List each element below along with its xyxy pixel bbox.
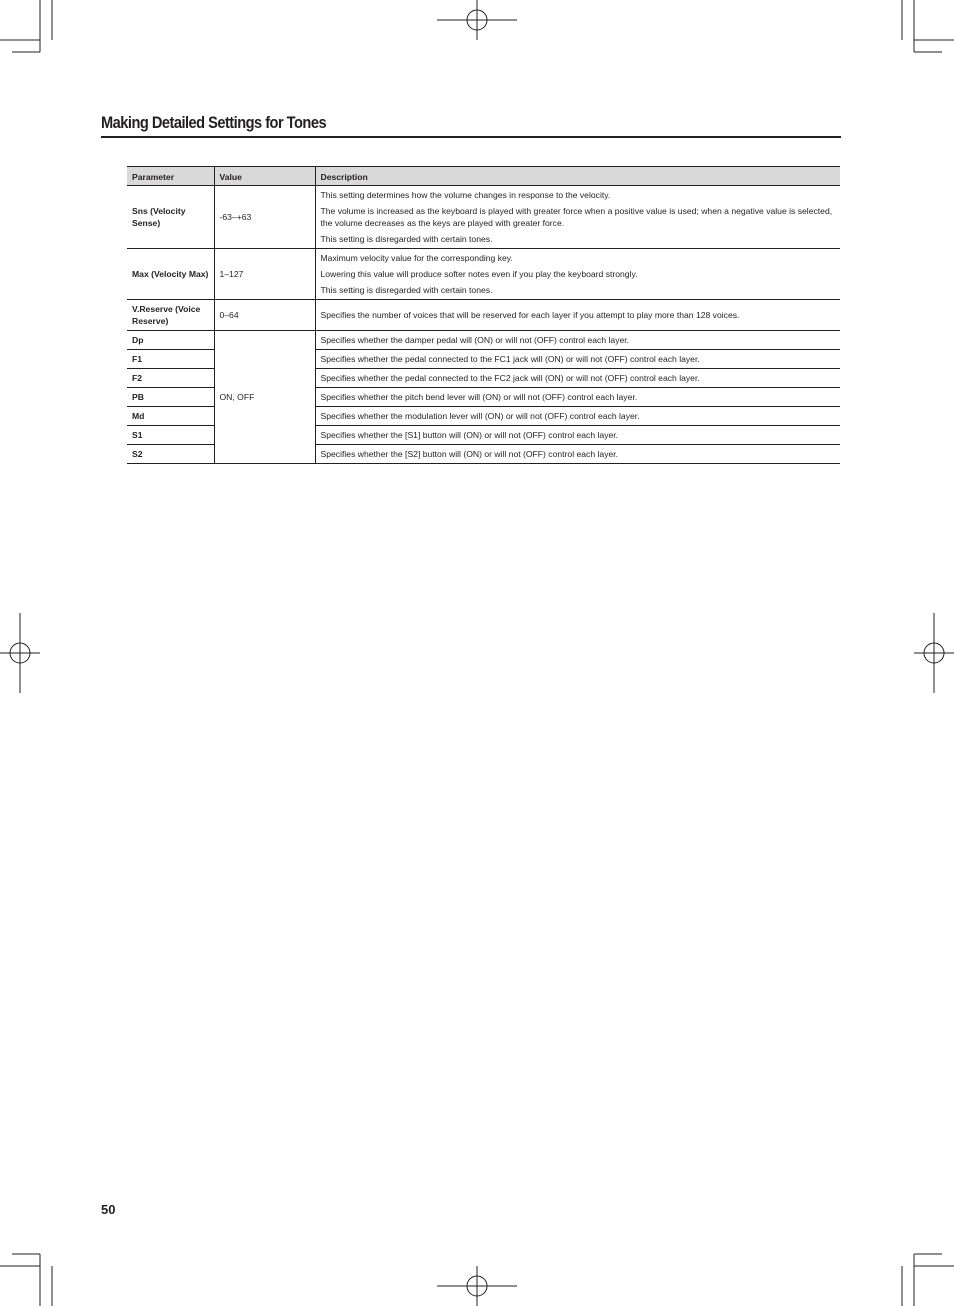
parameter-name: F2	[127, 369, 214, 388]
title-rule	[101, 136, 841, 138]
table-row	[127, 186, 840, 249]
parameter-description: Specifies whether the pedal connected to the FC1 jack will (ON) or will not (OFF) control each layer.	[315, 350, 840, 369]
page-number: 50	[101, 1202, 116, 1217]
parameter-description: Specifies whether the modulation lever will (ON) or will not (OFF) control each layer.	[315, 407, 840, 426]
parameter-description: Specifies whether the [S2] button will (ON) or will not (OFF) control each layer.	[315, 445, 840, 464]
table-row	[127, 331, 840, 350]
parameter-description: Specifies whether the pitch bend lever will (ON) or will not (OFF) control each layer.	[315, 388, 840, 407]
parameter-name: V.Reserve (Voice Reserve)	[127, 300, 214, 331]
parameter-name: Dp	[127, 331, 214, 350]
parameter-description	[315, 249, 840, 300]
description-line: This setting determines how the volume changes in response to the velocity.	[320, 190, 611, 200]
description-line: The volume is increased as the keyboard is played with greater force when a positive value is used; when a negative value is selected, the volume decreases as the keys are played with greater force.	[320, 206, 833, 228]
description-line: Maximum velocity value for the corresponding key.	[320, 253, 513, 263]
table-row	[127, 300, 840, 331]
parameter-description: Specifies whether the pedal connected to the FC2 jack will (ON) or will not (OFF) control each layer.	[315, 369, 840, 388]
parameter-description	[315, 300, 840, 331]
parameter-name: S2	[127, 445, 214, 464]
header-parameter: Parameter	[127, 167, 214, 186]
header-description: Description	[315, 167, 840, 186]
parameter-name: Sns (Velocity Sense)	[127, 186, 214, 249]
parameter-description: Specifies whether the [S1] button will (ON) or will not (OFF) control each layer.	[315, 426, 840, 445]
description-line: Lowering this value will produce softer notes even if you play the keyboard strongly.	[320, 269, 638, 279]
header-value: Value	[214, 167, 315, 186]
parameter-table	[127, 166, 840, 464]
parameter-name: Md	[127, 407, 214, 426]
page-title: Making Detailed Settings for Tones	[101, 113, 327, 132]
description-line: This setting is disregarded with certain tones.	[320, 234, 493, 244]
parameter-name: S1	[127, 426, 214, 445]
parameter-name: Max (Velocity Max)	[127, 249, 214, 300]
parameter-name: PB	[127, 388, 214, 407]
parameter-value: 0–64	[214, 300, 315, 331]
table-row	[127, 249, 840, 300]
parameter-value: -63–+63	[214, 186, 315, 249]
parameter-value-shared: ON, OFF	[214, 331, 315, 464]
parameter-name: F1	[127, 350, 214, 369]
parameter-value: 1–127	[214, 249, 315, 300]
description-line: Specifies the number of voices that will be reserved for each layer if you attempt to play more than 128 voices.	[320, 310, 740, 320]
table-header-row	[127, 167, 840, 186]
parameter-description: Specifies whether the damper pedal will (ON) or will not (OFF) control each layer.	[315, 331, 840, 350]
parameter-description	[315, 186, 840, 249]
description-line: This setting is disregarded with certain tones.	[320, 285, 493, 295]
